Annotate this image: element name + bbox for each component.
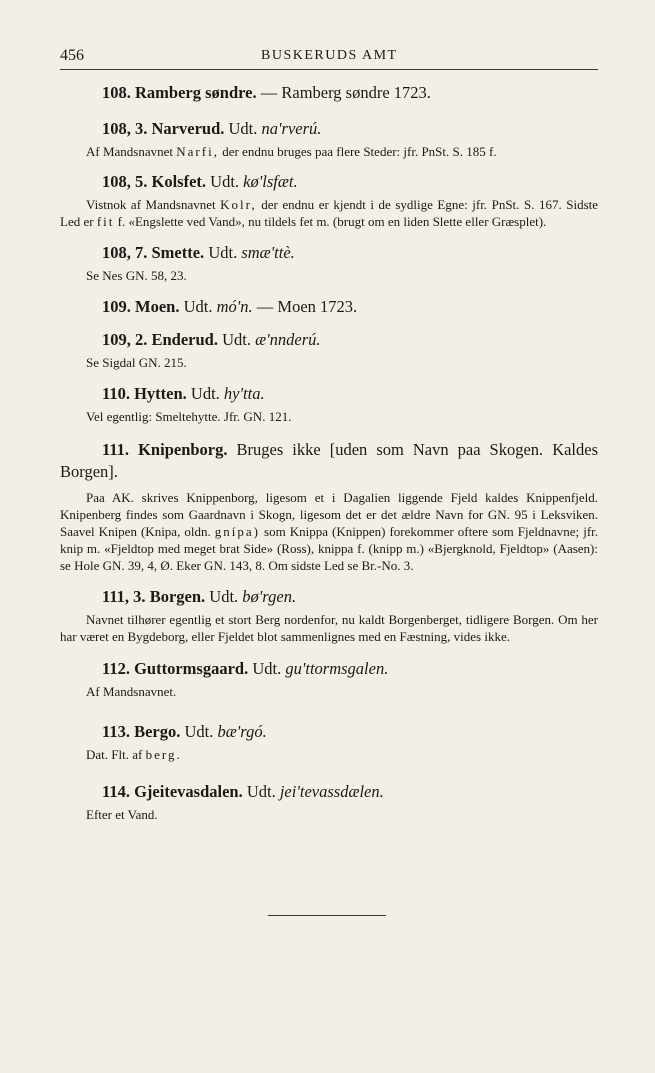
entry-title: Moen.	[135, 297, 180, 316]
udt-label: Udt.	[246, 782, 276, 801]
entry-number: 111.	[102, 440, 130, 459]
entry-number: 108, 5.	[102, 172, 148, 191]
pronunciation: kø'lsfæt.	[243, 172, 298, 191]
entry-title: Borgen.	[149, 587, 206, 606]
entry-number: 110.	[102, 384, 130, 403]
pronunciation: na'rverú.	[261, 119, 322, 138]
entry-number: 112.	[102, 659, 130, 678]
entry-title: Kolsfet.	[151, 172, 207, 191]
pronunciation: bø'rgen.	[242, 587, 297, 606]
pronunciation: smæ'ttè.	[241, 243, 295, 262]
entry-number: 114.	[102, 782, 130, 801]
page-number: 456	[60, 47, 84, 64]
entry-title: Enderud.	[151, 330, 218, 349]
entry-110	[60, 383, 598, 425]
pronunciation: æ'nnderú.	[255, 330, 321, 349]
udt-label: Udt.	[190, 384, 220, 403]
entry-number: 109.	[102, 297, 131, 316]
entry-109-2	[60, 329, 598, 371]
entry-108-7	[60, 242, 598, 284]
entry-114	[60, 781, 598, 823]
entry-113	[60, 721, 598, 763]
udt-label: Udt.	[184, 722, 214, 741]
entry-description: Dat. Flt. af berg.	[86, 747, 182, 762]
entry-description: Paa AK. skrives Knippenborg, ligesom et i Dagalien liggende Fjeld kaldes Knippenfjeld. Knipenberg findes som Gaardnavn i Skogn, ligesom det er det ældre Navn for GN. 95 i Leksviken. Saavel Knipen (Knipa, oldn. gnípa) som Knippa (Knippen) forekommer oftere som Fjeldnavne; jfr. knip m. «Fjeldtop med meget brat Side» (Ross), knippa f. (knipp m.) «Bjergknold, Fjeldtop» (Aasen): se Hole GN. 39, 4, Ø. Eker GN. 143, 8. Om sidste Led se Br.-No. 3.	[60, 490, 599, 573]
entry-remark: — Moen 1723.	[256, 297, 358, 316]
entry-109	[60, 296, 598, 318]
entry-description: Navnet tilhører egentlig et stort Berg nordenfor, nu kaldt Borgenberget, tidligere Borgen. Om her har været en Bygdeborg, eller Fjeldet blot sammenlignes med en Fæstning, vides ikke.	[60, 612, 598, 644]
entry-description: Efter et Vand.	[86, 807, 158, 822]
end-rule	[268, 915, 386, 916]
entry-description: Se Nes GN. 58, 23.	[86, 268, 187, 283]
entry-description: Vel egentlig: Smeltehytte. Jfr. GN. 121.	[86, 409, 292, 424]
entry-number: 111, 3.	[102, 587, 146, 606]
entry-description: Af Mandsnavnet Narfi, der endnu bruges paa flere Steder: jfr. PnSt. S. 185 f.	[86, 144, 497, 159]
entry-number: 108, 7.	[102, 243, 148, 262]
udt-label: Udt.	[209, 587, 239, 606]
entry-number: 113.	[102, 722, 130, 741]
running-head	[60, 47, 598, 70]
entry-number: 108, 3.	[102, 119, 148, 138]
entry-description: Af Mandsnavnet.	[86, 684, 177, 699]
pronunciation: gu'ttormsgalen.	[285, 659, 389, 678]
udt-label: Udt.	[210, 172, 240, 191]
entry-number: 109, 2.	[102, 330, 148, 349]
entry-title: Ramberg søndre.	[135, 83, 257, 102]
pronunciation: hy'tta.	[223, 384, 265, 403]
entry-111-3	[60, 586, 598, 645]
entry-title: Guttormsgaard.	[134, 659, 249, 678]
pronunciation: jei'tevassdælen.	[279, 782, 384, 801]
entry-remark: Bruges ikke [uden som Navn paa Skogen. Kaldes Borgen].	[60, 440, 599, 481]
entry-title: Hytten.	[134, 384, 187, 403]
entry-number: 108.	[102, 83, 131, 102]
entry-108	[60, 82, 598, 104]
udt-label: Udt.	[252, 659, 282, 678]
entry-description: Vistnok af Mandsnavnet Kolr, der endnu er kjendt i de sydlige Egne: jfr. PnSt. S. 167. Sidste Led er fit f. «Engslette ved Vand», nu tildels fet m. (brugt om en liden Slette eller Græsplet).	[60, 197, 599, 229]
pronunciation: mó'n.	[216, 297, 253, 316]
entry-title: Smette.	[151, 243, 205, 262]
udt-label: Udt.	[222, 330, 251, 349]
entry-108-3	[60, 118, 598, 160]
entry-108-5	[60, 171, 598, 230]
entry-title: Bergo.	[134, 722, 181, 741]
udt-label: Udt.	[208, 243, 238, 262]
udt-label: Udt.	[183, 297, 213, 316]
entries	[60, 82, 598, 823]
entry-111	[60, 439, 598, 574]
entry-title: Narverud.	[151, 119, 225, 138]
entry-remark: — Ramberg søndre 1723.	[260, 83, 431, 102]
udt-label: Udt.	[228, 119, 258, 138]
entry-112	[60, 658, 598, 700]
pronunciation: bæ'rgó.	[217, 722, 267, 741]
running-title: BUSKERUDS AMT	[261, 48, 398, 63]
entry-description: Se Sigdal GN. 215.	[86, 355, 187, 370]
entry-title: Knipenborg.	[138, 440, 228, 459]
entry-title: Gjeitevasdalen.	[134, 782, 243, 801]
